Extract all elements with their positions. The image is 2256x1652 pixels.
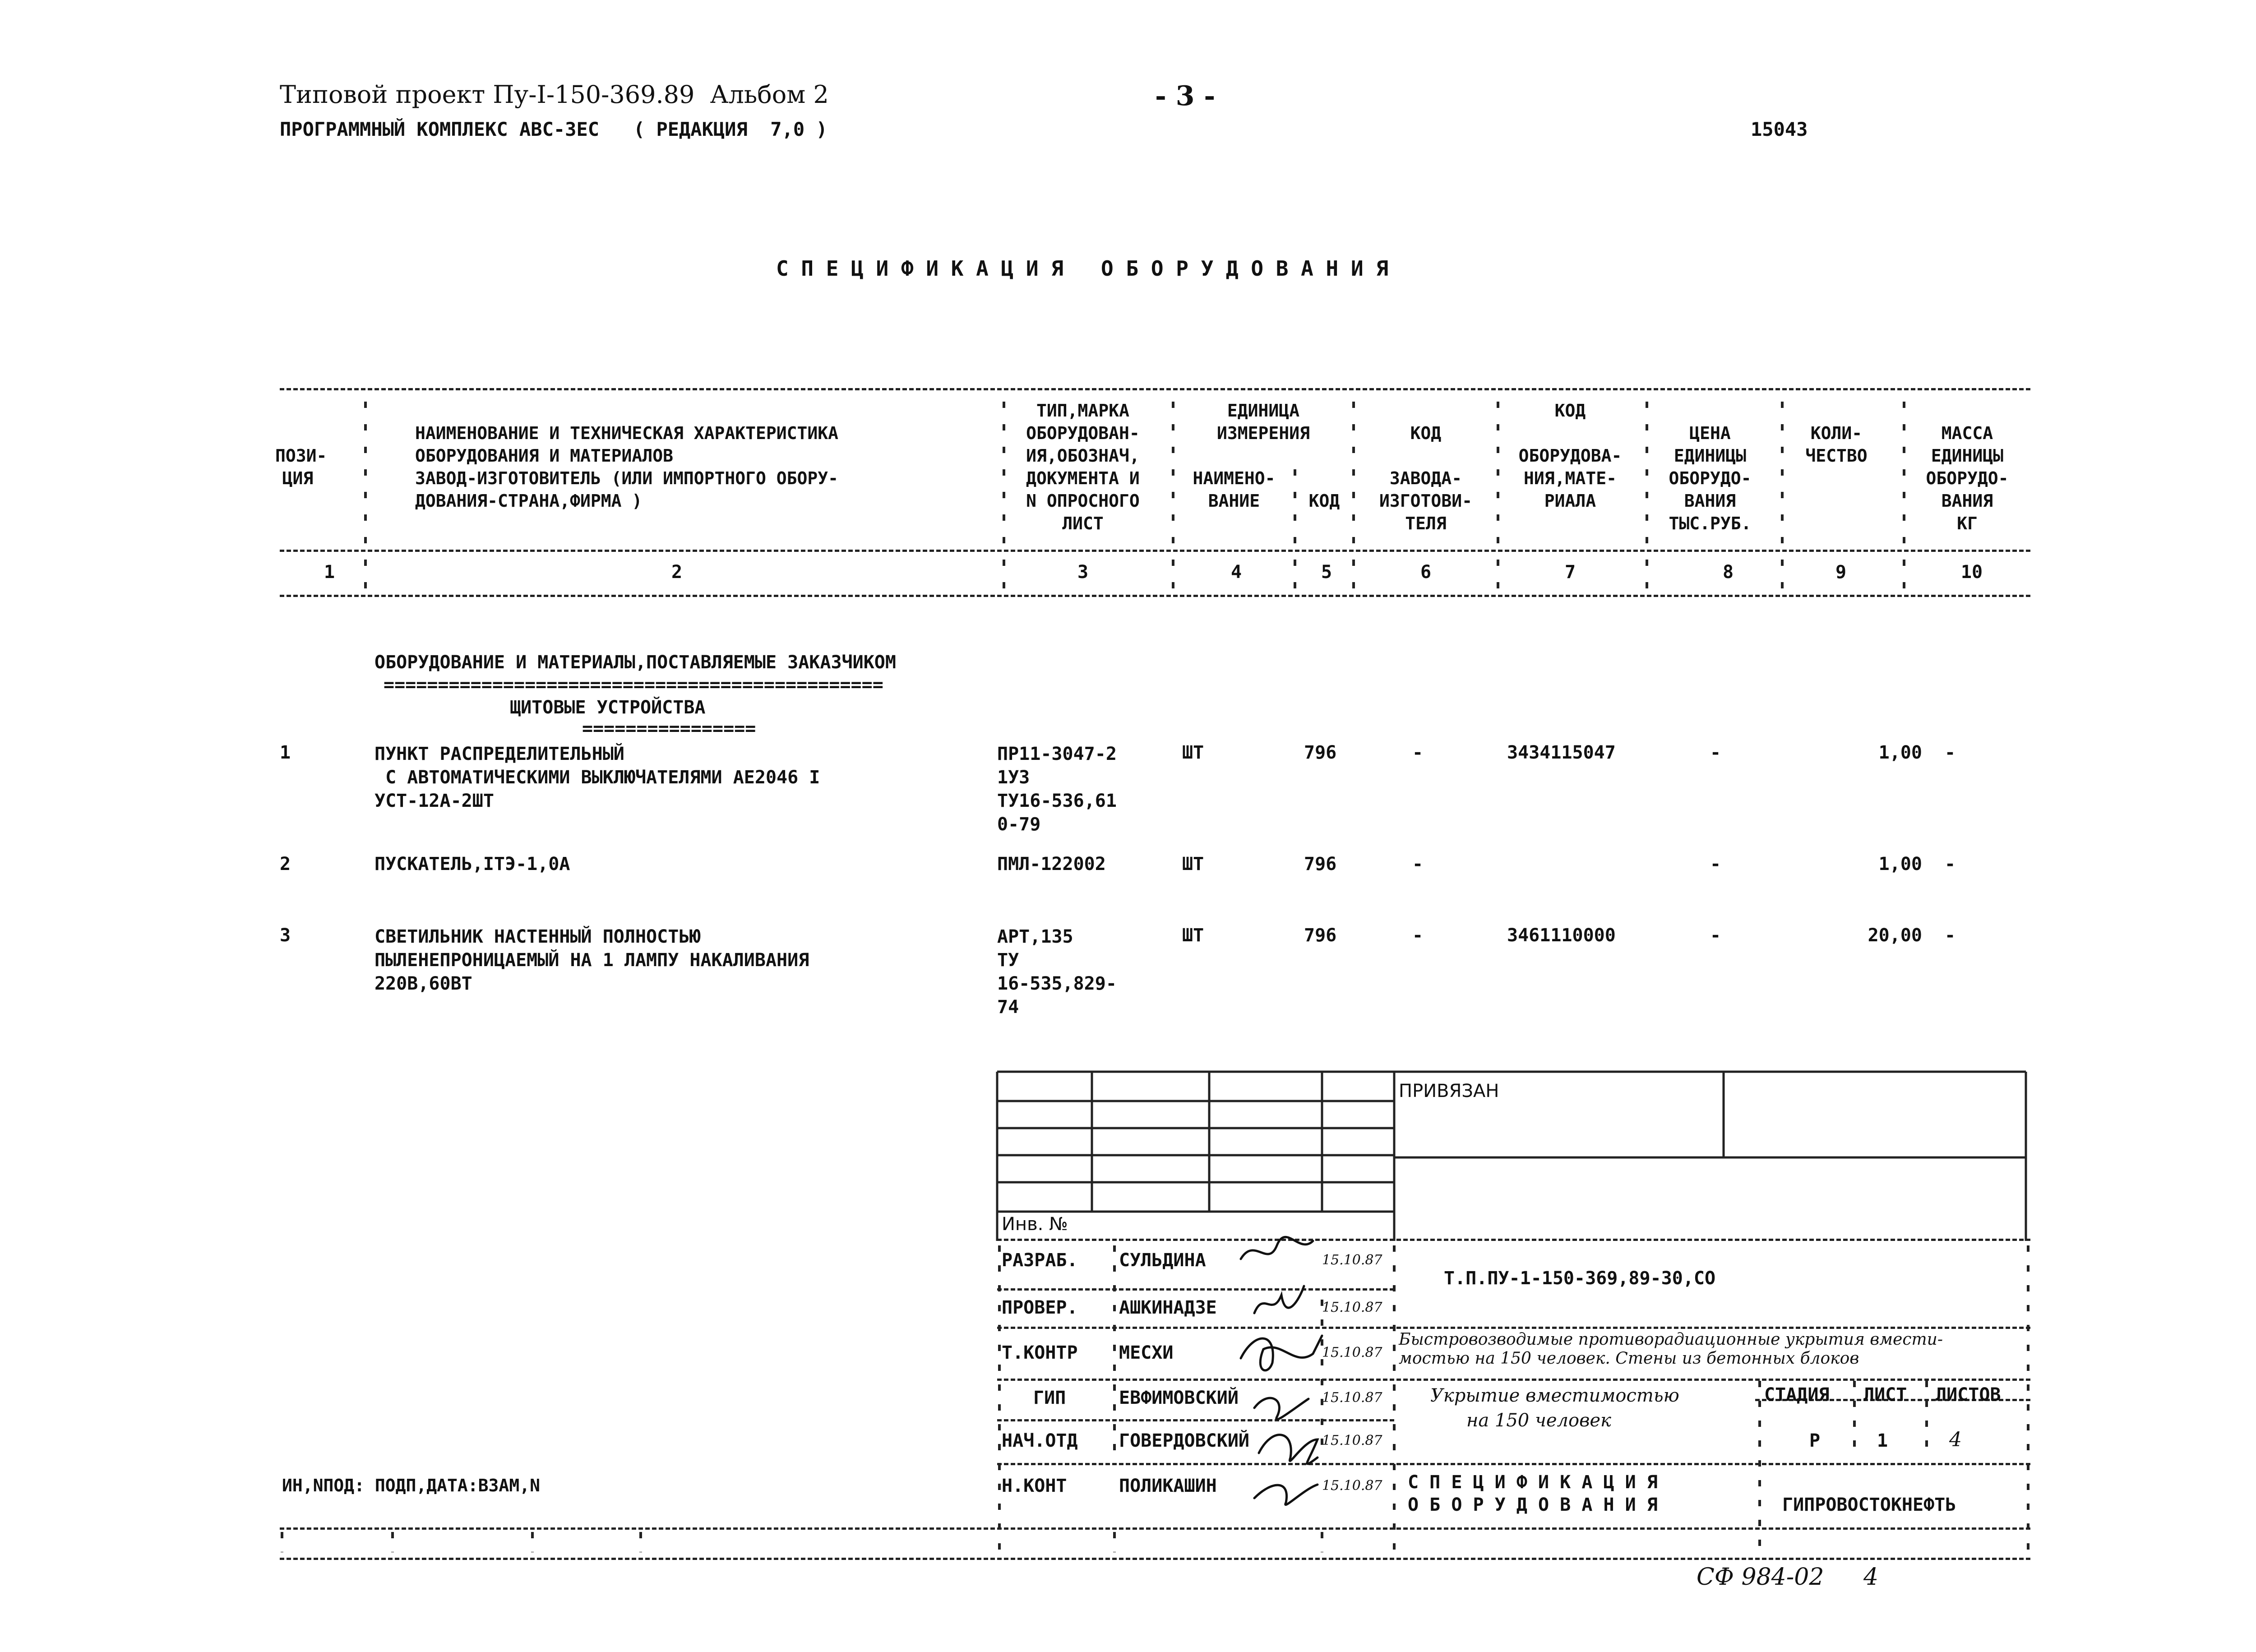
doc-title-line2: О Б О Р У Д О В А Н И Я xyxy=(1408,1495,1658,1515)
project-title: Типовой проект Пу-I-150-369.89 Альбом 2 xyxy=(280,80,829,109)
approval-block-header: ИН,NПОД: ПОДП,ДАТА:ВЗАМ,N xyxy=(282,1476,540,1495)
row-qty: 1,00 xyxy=(1878,854,1922,875)
col-header-unit: ЕДИНИЦА ИЗМЕРЕНИЯ xyxy=(1217,401,1310,443)
date-tkontr: 15.10.87 xyxy=(1322,1345,1382,1360)
row-pos: 1 xyxy=(280,742,291,763)
col-header-unit-code: КОД xyxy=(1308,491,1340,511)
col-header-name: НАИМЕНОВАНИЕ И ТЕХНИЧЕСКАЯ ХАРАКТЕРИСТИКА ОБОРУДОВАНИЯ И МАТЕРИАЛОВ ЗАВОД-ИЗГОТОВИТЕЛЬ (ИЛИ ИМПОРТНОГО ОБОРУ- ДОВАНИЯ-СТРАНА,ФИРМА ) xyxy=(415,423,838,511)
row-type: ПР11-3047-2 1У3 ТУ16-536,61 0-79 xyxy=(997,744,1117,835)
row-unit: ШТ xyxy=(1182,854,1204,875)
sheet-value: 1 xyxy=(1877,1430,1888,1451)
col-header-pos: ПОЗИ- ЦИЯ xyxy=(275,446,327,488)
col-header-type: ТИП,МАРКА ОБОРУДОВАН- ИЯ,ОБОЗНАЧ, ДОКУМЕНТА И N ОПРОСНОГО ЛИСТ xyxy=(1026,401,1140,533)
row-unit-code: 796 xyxy=(1304,854,1337,875)
row-name: ПУСКАТЕЛЬ,IТЭ-1,0А xyxy=(374,854,570,875)
row-type: ПМЛ-122002 xyxy=(997,854,1106,875)
building-line1: Укрытие вместимостью xyxy=(1430,1385,1679,1406)
sheets-value: 4 xyxy=(1949,1428,1962,1451)
sheet-header: ЛИСТ xyxy=(1863,1384,1907,1405)
role-tkontr: Т.КОНТР xyxy=(1002,1342,1078,1363)
object-name-line2: мостью на 150 человек. Стены из бетонных блоков xyxy=(1399,1349,1859,1368)
row-mass: - xyxy=(1945,742,1956,763)
name-gip: ЕВФИМОВСКИЙ xyxy=(1119,1388,1239,1408)
row-mass: - xyxy=(1945,925,1956,946)
inv-no-label: Инв. № xyxy=(1002,1214,1068,1235)
name-prover: АШКИНАДЗЕ xyxy=(1119,1297,1217,1318)
row-mass: - xyxy=(1945,854,1956,875)
row-unit-code: 796 xyxy=(1304,925,1337,946)
doc-code: 15043 xyxy=(1751,118,1808,140)
date-nkont: 15.10.87 xyxy=(1322,1478,1382,1494)
col-num-5: 5 xyxy=(1321,562,1332,583)
footer-code: СФ 984-02 xyxy=(1697,1564,1824,1591)
subtitle-underline: ================ xyxy=(582,718,756,739)
col-num-9: 9 xyxy=(1835,562,1847,583)
row-maker-code: - xyxy=(1412,742,1424,763)
section-title: ОБОРУДОВАНИЕ И МАТЕРИАЛЫ,ПОСТАВЛЯЕМЫЕ ЗАКАЗЧИКОМ xyxy=(374,652,896,673)
date-prover: 15.10.87 xyxy=(1322,1300,1382,1315)
col-num-2: 2 xyxy=(671,562,683,583)
privyazan-label: ПРИВЯЗАН xyxy=(1399,1081,1499,1101)
role-razrab: РАЗРАБ. xyxy=(1002,1250,1078,1271)
sheets-header: ЛИСТОВ xyxy=(1936,1384,2001,1405)
row-price: - xyxy=(1710,742,1721,763)
row-price: - xyxy=(1710,925,1721,946)
row-maker-code: - xyxy=(1412,854,1424,875)
col-header-qty: КОЛИ- ЧЕСТВО xyxy=(1805,423,1868,466)
software-line: ПРОГРАММНЫЙ КОМПЛЕКС АВС-3ЕС ( РЕДАКЦИЯ 7,0 ) xyxy=(280,118,828,140)
row-unit: ШТ xyxy=(1182,925,1204,946)
role-prover: ПРОВЕР. xyxy=(1002,1297,1078,1318)
row-qty: 1,00 xyxy=(1878,742,1922,763)
stage-header: СТАДИЯ xyxy=(1764,1384,1830,1405)
row-unit-code: 796 xyxy=(1304,742,1337,763)
organization: ГИПРОВОСТОКНЕФТЬ xyxy=(1782,1495,1956,1515)
date-gip: 15.10.87 xyxy=(1322,1390,1382,1406)
col-num-7: 7 xyxy=(1564,562,1576,583)
col-num-6: 6 xyxy=(1420,562,1432,583)
col-num-10: 10 xyxy=(1960,562,1983,583)
row-pos: 2 xyxy=(280,854,291,875)
row-equip-code: 3434115047 xyxy=(1507,742,1616,763)
section-subtitle: ЩИТОВЫЕ УСТРОЙСТВА xyxy=(510,697,706,718)
col-num-1: 1 xyxy=(324,562,335,583)
object-name-line1: Быстровозводимые противорадиационные укрытия вмести- xyxy=(1399,1330,1943,1349)
role-nkont: Н.КОНТ xyxy=(1002,1476,1067,1496)
role-nachotd: НАЧ.ОТД xyxy=(1002,1430,1078,1451)
col-header-mass: МАССА ЕДИНИЦЫ ОБОРУДО- ВАНИЯ КГ xyxy=(1926,423,2009,533)
col-header-equip-code: КОД ОБОРУДОВА- НИЯ,МАТЕ- РИАЛА xyxy=(1518,401,1622,511)
name-razrab: СУЛЬДИНА xyxy=(1119,1250,1206,1271)
page-number: - 3 - xyxy=(1155,80,1216,112)
footer-page: 4 xyxy=(1863,1564,1879,1591)
name-tkontr: МЕСХИ xyxy=(1119,1342,1174,1363)
row-price: - xyxy=(1710,854,1721,875)
doc-designation: Т.П.ПУ-1-150-369,89-30,СО xyxy=(1444,1268,1716,1289)
section-underline: ============================================== xyxy=(384,675,883,695)
row-qty: 20,00 xyxy=(1868,925,1922,946)
date-nachotd: 15.10.87 xyxy=(1322,1433,1382,1448)
col-header-maker-code: КОД ЗАВОДА- ИЗГОТОВИ- ТЕЛЯ xyxy=(1379,423,1472,533)
col-header-unit-name: НАИМЕНО- ВАНИЕ xyxy=(1193,468,1276,511)
name-nkont: ПОЛИКАШИН xyxy=(1119,1476,1217,1496)
stage-value: Р xyxy=(1809,1430,1821,1451)
page-title: С П Е Ц И Ф И К А Ц И Я О Б О Р У Д О В А Н И Я xyxy=(776,256,1389,281)
col-header-price: ЦЕНА ЕДИНИЦЫ ОБОРУДО- ВАНИЯ ТЫС.РУБ. xyxy=(1669,423,1752,533)
row-pos: 3 xyxy=(280,925,291,946)
row-type: АРТ,135 ТУ 16-535,829- 74 xyxy=(997,926,1117,1018)
building-line2: на 150 человек xyxy=(1466,1410,1611,1431)
row-equip-code: 3461110000 xyxy=(1507,925,1616,946)
col-num-8: 8 xyxy=(1722,562,1734,583)
row-name: ПУНКТ РАСПРЕДЕЛИТЕЛЬНЫЙ С АВТОМАТИЧЕСКИМИ ВЫКЛЮЧАТЕЛЯМИ АЕ2046 I УСТ-12А-2ШТ xyxy=(374,744,820,811)
name-nachotd: ГОВЕРДОВСКИЙ xyxy=(1119,1430,1249,1451)
col-num-4: 4 xyxy=(1230,562,1242,583)
role-gip: ГИП xyxy=(1033,1388,1066,1408)
col-num-3: 3 xyxy=(1077,562,1089,583)
row-unit: ШТ xyxy=(1182,742,1204,763)
doc-title-line1: С П Е Ц И Ф И К А Ц И Я xyxy=(1408,1472,1658,1493)
row-maker-code: - xyxy=(1412,925,1424,946)
row-name: СВЕТИЛЬНИК НАСТЕННЫЙ ПОЛНОСТЬЮ ПЫЛЕНЕПРОНИЦАЕМЫЙ НА 1 ЛАМПУ НАКАЛИВАНИЯ 220В,60ВТ xyxy=(374,926,809,994)
date-razrab: 15.10.87 xyxy=(1322,1252,1382,1268)
